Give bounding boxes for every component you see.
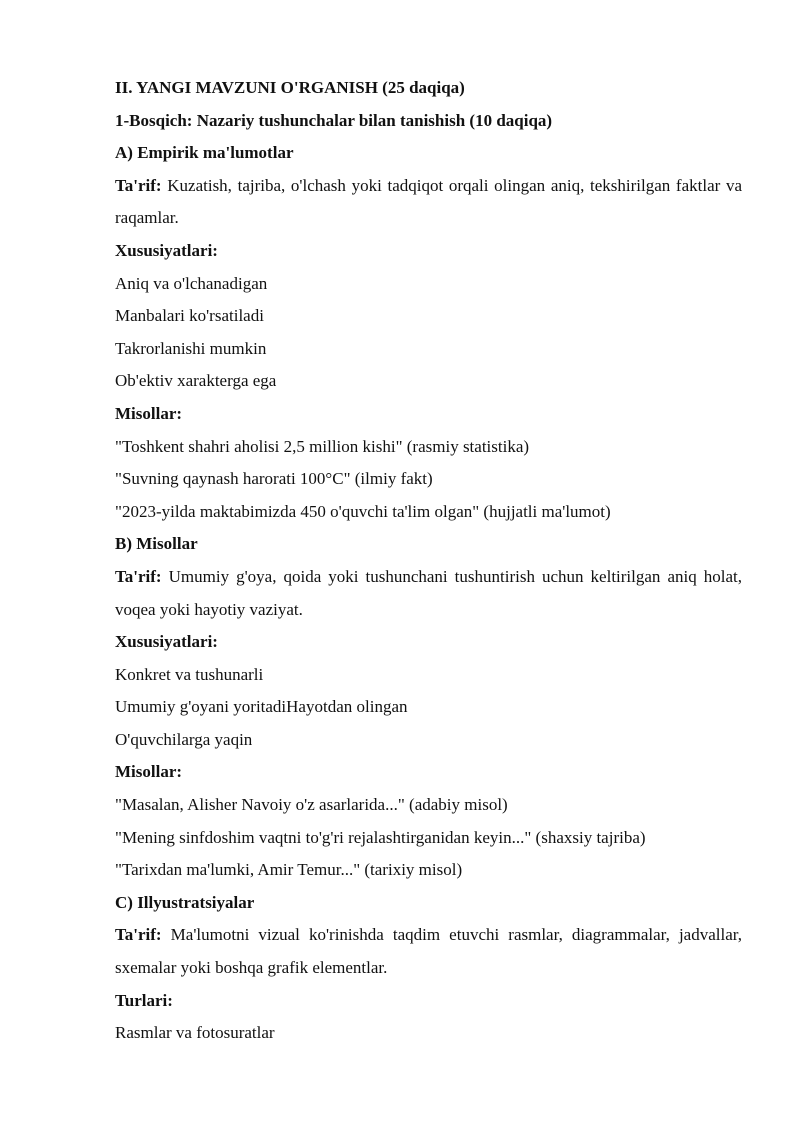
- section-a-title: A) Empirik ma'lumotlar: [115, 143, 294, 163]
- list-item: Aniq va o'lchanadigan: [115, 273, 268, 293]
- list-item: Umumiy g'oyani yoritadiHayotdan olingan: [115, 697, 408, 717]
- stage-heading: 1-Bosqich: Nazariy tushunchalar bilan tanishish (10 daqiqa): [115, 110, 553, 130]
- document-body: [115, 72, 742, 1050]
- list-item: Takrorlanishi mumkin: [115, 338, 267, 358]
- list-item: Rasmlar va fotosuratlar: [115, 1023, 275, 1043]
- section-a-features-title: Xususiyatlari:: [115, 240, 218, 260]
- list-item: "Tarixdan ma'lumki, Amir Temur..." (tarixiy misol): [115, 860, 463, 880]
- list-item: "2023-yilda maktabimizda 450 o'quvchi ta'lim olgan" (hujjatli ma'lumot): [115, 501, 611, 521]
- list-item: "Masalan, Alisher Navoiy o'z asarlarida..." (adabiy misol): [115, 795, 508, 815]
- section-c-definition: [115, 919, 742, 984]
- list-item: Ob'ektiv xarakterga ega: [115, 371, 277, 391]
- section-a-examples-title: Misollar:: [115, 403, 183, 423]
- section-b-features-title: Xususiyatlari:: [115, 632, 218, 652]
- main-heading: II. YANGI MAVZUNI O'RGANISH (25 daqiqa): [115, 78, 465, 97]
- definition-label: Ta'rif:: [115, 175, 162, 195]
- list-item: "Suvning qaynash harorati 100°C" (ilmiy fakt): [115, 469, 433, 489]
- definition-text: Umumiy g'oya, qoida yoki tushunchani tushuntirish uchun keltirilgan aniq holat, voqea yoki hayotiy vaziyat.: [115, 566, 742, 619]
- list-item: O'quvchilarga yaqin: [115, 729, 253, 749]
- section-c-title: C) Illyustratsiyalar: [115, 892, 255, 912]
- section-a-definition: [115, 170, 742, 235]
- section-b-title: B) Misollar: [115, 534, 198, 554]
- section-b-definition: [115, 561, 742, 626]
- list-item: "Mening sinfdoshim vaqtni to'g'ri rejalashtirganidan keyin..." (shaxsiy tajriba): [115, 827, 646, 847]
- section-c-types-title: Turlari:: [115, 990, 173, 1010]
- section-b-examples-title: Misollar:: [115, 762, 183, 782]
- definition-label: Ta'rif:: [115, 566, 162, 586]
- list-item: "Toshkent shahri aholisi 2,5 million kishi" (rasmiy statistika): [115, 436, 530, 456]
- definition-text: Kuzatish, tajriba, o'lchash yoki tadqiqot orqali olingan aniq, tekshirilgan faktlar va raqamlar.: [115, 175, 742, 228]
- list-item: Manbalari ko'rsatiladi: [115, 306, 264, 326]
- definition-label: Ta'rif:: [115, 925, 162, 945]
- definition-text: Ma'lumotni vizual ko'rinishda taqdim etuvchi rasmlar, diagrammalar, jadvallar, sxemalar yoki boshqa grafik elementlar.: [115, 925, 742, 978]
- list-item: Konkret va tushunarli: [115, 664, 264, 684]
